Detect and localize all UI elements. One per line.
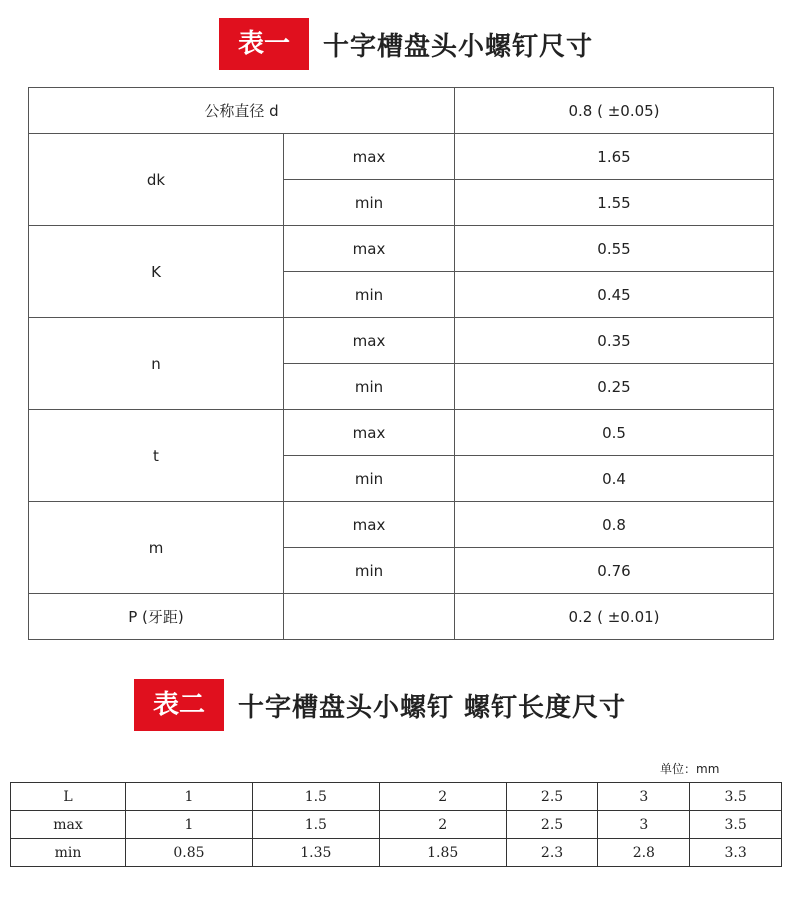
pitch-label: P (牙距)	[29, 594, 284, 640]
max-label: max	[284, 318, 455, 364]
cell: 1.5	[252, 811, 379, 839]
dimension-label: m	[29, 502, 284, 594]
pitch-row	[29, 594, 774, 640]
min-label: min	[284, 364, 455, 410]
cell: 3.5	[690, 811, 782, 839]
cell: 1.35	[252, 839, 379, 867]
table-row	[29, 318, 774, 364]
cell: 1	[126, 783, 253, 811]
min-label: min	[284, 456, 455, 502]
cell: 2.3	[506, 839, 598, 867]
table2-tag: 表二	[134, 679, 224, 731]
table-row	[11, 839, 782, 867]
table-row	[29, 226, 774, 272]
min-value: 0.45	[455, 272, 774, 318]
diameter-row	[29, 88, 774, 134]
min-value: 0.25	[455, 364, 774, 410]
table-row	[29, 410, 774, 456]
cell: 1.85	[379, 839, 506, 867]
cell: 2	[379, 783, 506, 811]
dimension-label: dk	[29, 134, 284, 226]
max-label: max	[284, 502, 455, 548]
screw-dimension-table	[28, 87, 774, 640]
table-row	[11, 783, 782, 811]
row-label: max	[11, 811, 126, 839]
table1-title: 十字槽盘头小螺钉尺寸	[323, 31, 594, 62]
table2-title: 十字槽盘头小螺钉 螺钉长度尺寸	[238, 692, 627, 723]
cell: 3	[598, 811, 690, 839]
table1-heading	[219, 18, 593, 70]
table-row	[29, 134, 774, 180]
min-label: min	[284, 180, 455, 226]
diameter-value: 0.8 ( ±0.05)	[455, 88, 774, 134]
cell: 2	[379, 811, 506, 839]
max-label: max	[284, 134, 455, 180]
unit-label: 单位：mm	[660, 762, 720, 776]
screw-length-table	[10, 782, 782, 867]
table2-heading	[134, 679, 626, 731]
row-label: L	[11, 783, 126, 811]
table-row	[11, 811, 782, 839]
cell: 3.3	[690, 839, 782, 867]
min-value: 1.55	[455, 180, 774, 226]
dimension-label: K	[29, 226, 284, 318]
table-row	[29, 502, 774, 548]
cell: 2.8	[598, 839, 690, 867]
max-label: max	[284, 410, 455, 456]
min-label: min	[284, 548, 455, 594]
max-value: 0.5	[455, 410, 774, 456]
min-value: 0.76	[455, 548, 774, 594]
cell: 0.85	[126, 839, 253, 867]
pitch-value: 0.2 ( ±0.01)	[455, 594, 774, 640]
max-value: 0.55	[455, 226, 774, 272]
dimension-label: n	[29, 318, 284, 410]
cell: 3	[598, 783, 690, 811]
max-value: 0.8	[455, 502, 774, 548]
table1-tag: 表一	[219, 18, 309, 70]
max-label: max	[284, 226, 455, 272]
diameter-label: 公称直径 d	[29, 88, 455, 134]
max-value: 1.65	[455, 134, 774, 180]
cell: 1.5	[252, 783, 379, 811]
min-value: 0.4	[455, 456, 774, 502]
dimension-label: t	[29, 410, 284, 502]
cell: 2.5	[506, 811, 598, 839]
cell: 2.5	[506, 783, 598, 811]
cell: 3.5	[690, 783, 782, 811]
row-label: min	[11, 839, 126, 867]
cell: 1	[126, 811, 253, 839]
max-value: 0.35	[455, 318, 774, 364]
min-label: min	[284, 272, 455, 318]
pitch-empty-cell	[284, 594, 455, 640]
